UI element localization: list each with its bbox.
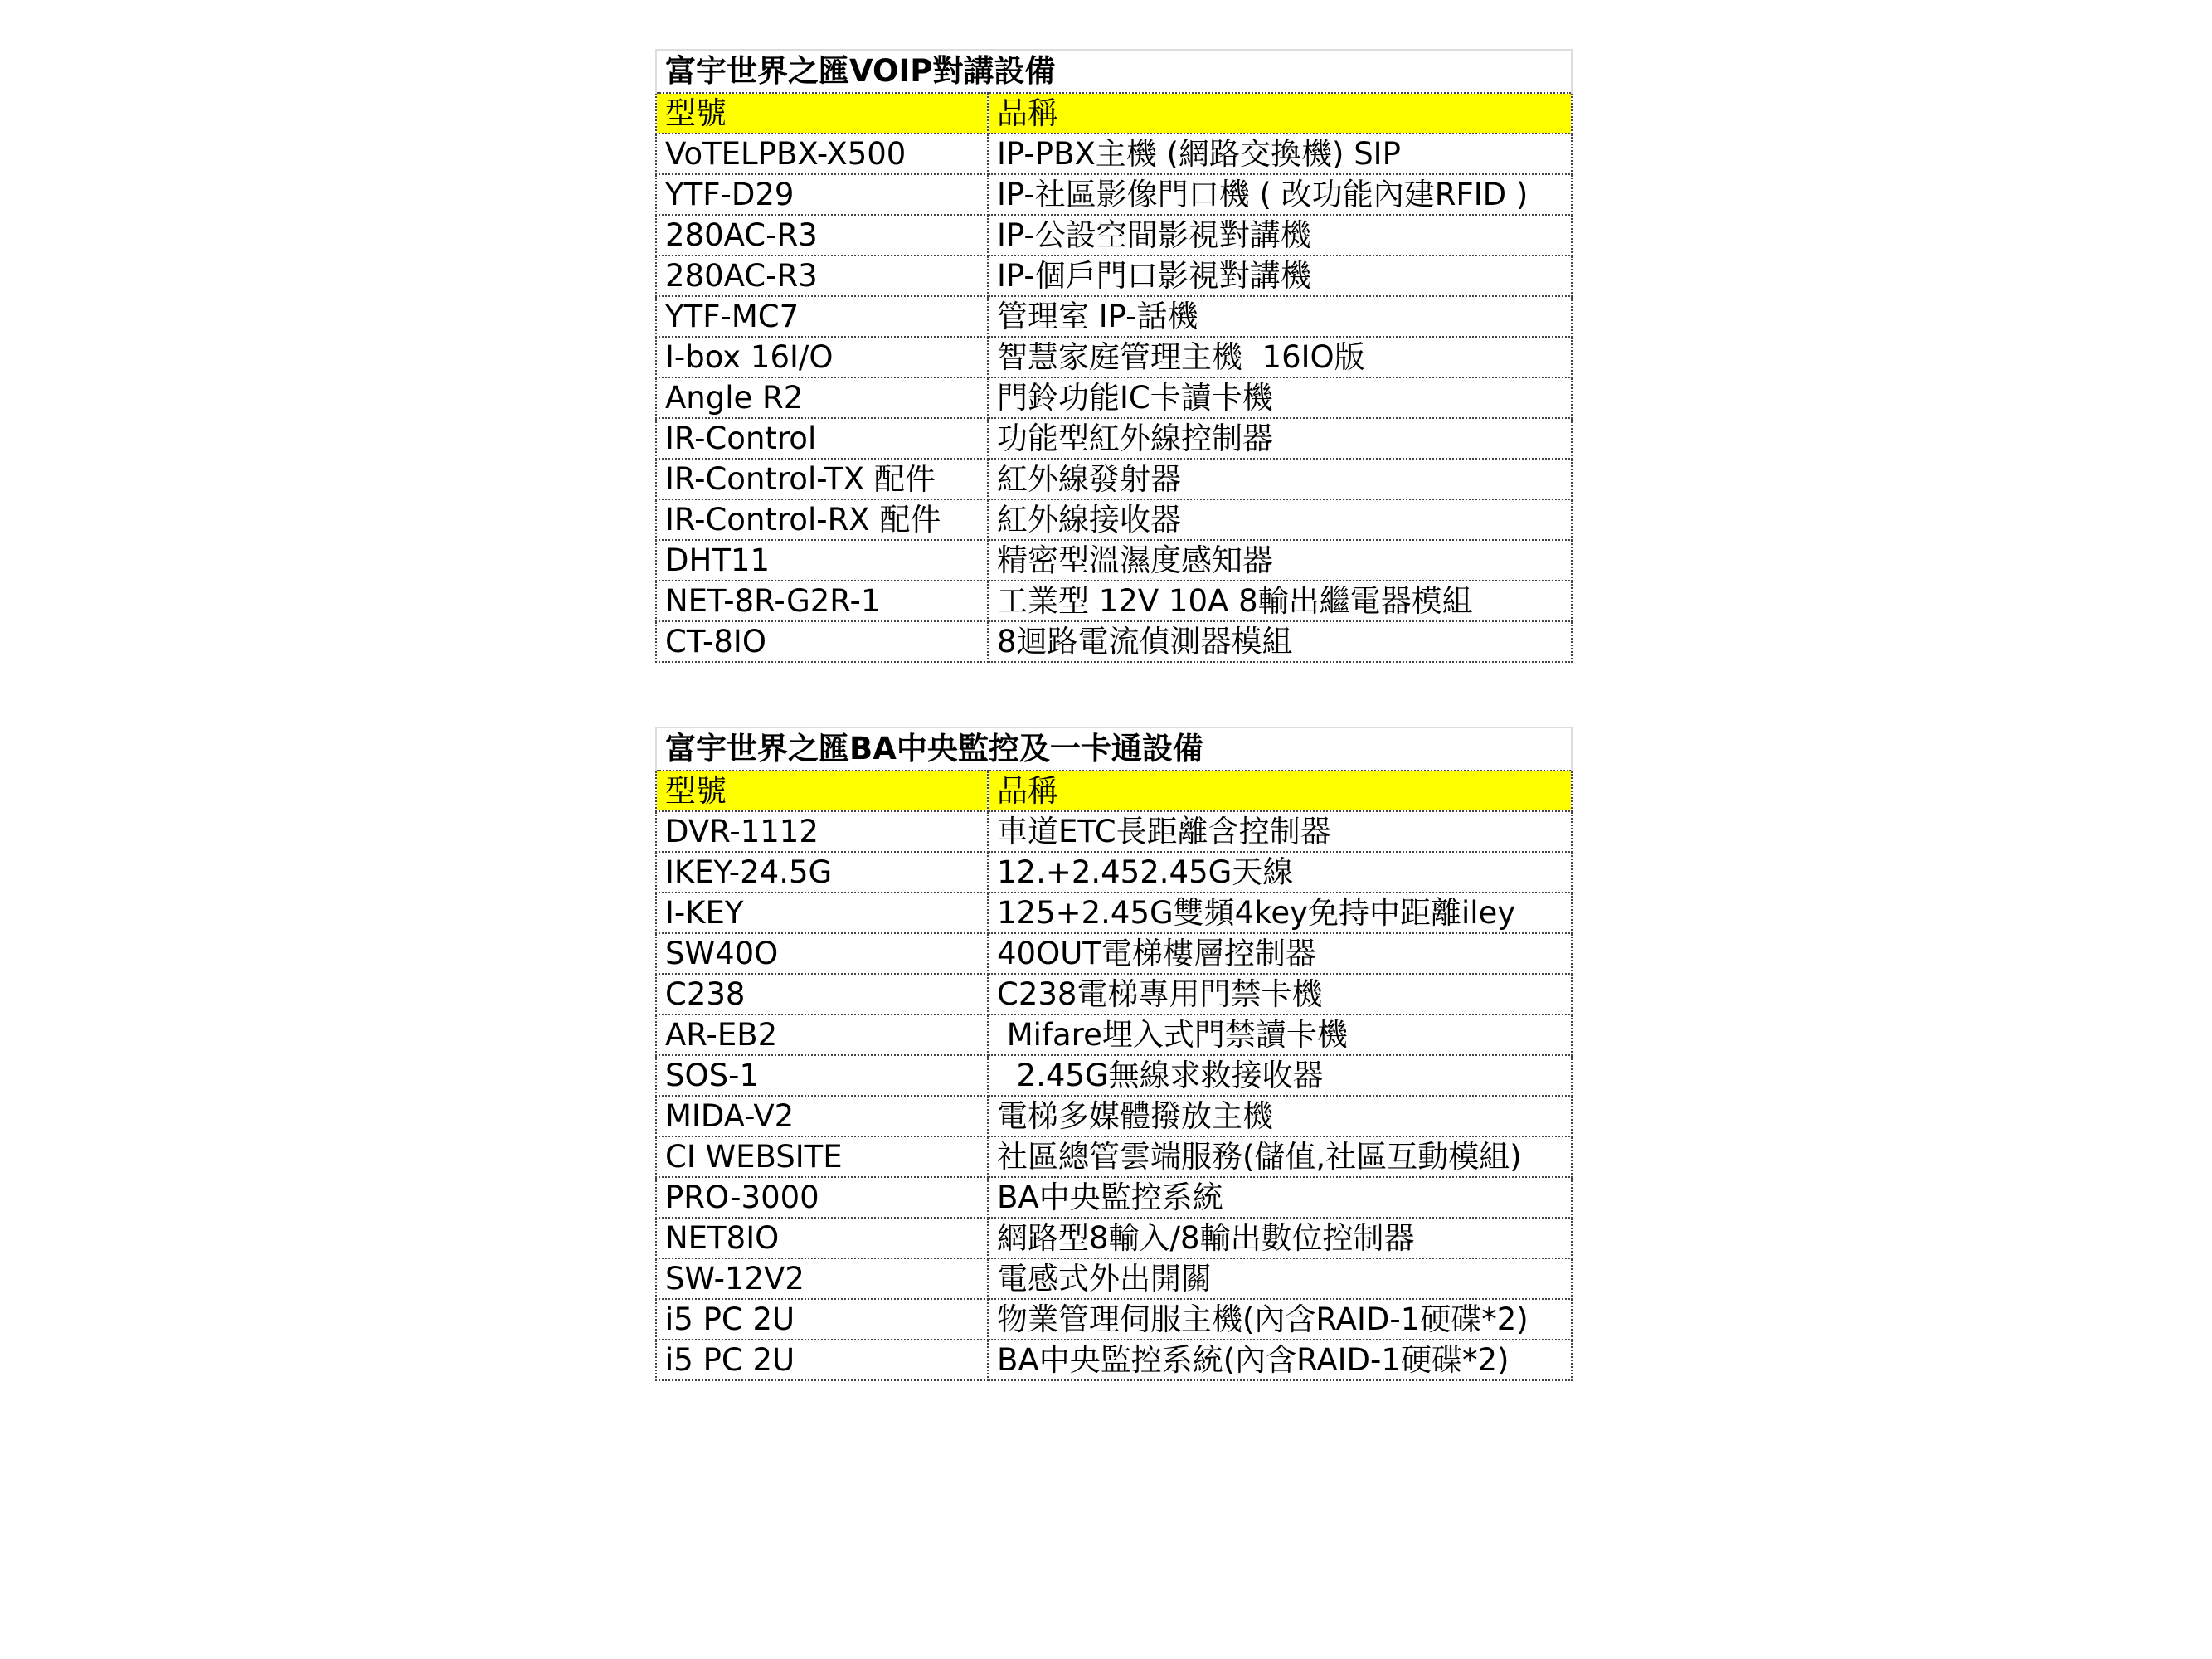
cell-name: 智慧家庭管理主機 16IO版 [988, 337, 1572, 377]
cell-model: SW-12V2 [656, 1258, 988, 1299]
cell-name: 紅外線接收器 [988, 499, 1572, 540]
voip-equipment-table [655, 49, 1573, 663]
cell-name: 電感式外出開關 [988, 1258, 1572, 1299]
cell-model: CI WEBSITE [656, 1136, 988, 1177]
cell-model: YTF-MC7 [656, 296, 988, 337]
cell-model: IKEY-24.5G [656, 852, 988, 893]
cell-name: 社區總管雲端服務(儲值,社區互動模組) [988, 1136, 1572, 1177]
cell-name: 2.45G無線求救接收器 [988, 1055, 1572, 1096]
cell-model: IR-Control [656, 418, 988, 459]
table-row [656, 418, 1572, 459]
cell-name: IP-社區影像門口機 ( 改功能內建RFID ) [988, 174, 1572, 215]
cell-model: PRO-3000 [656, 1177, 988, 1218]
table-row [656, 893, 1572, 933]
column-header-model: 型號 [656, 771, 988, 811]
cell-model: C238 [656, 974, 988, 1014]
cell-model: DHT11 [656, 540, 988, 581]
column-header-name: 品稱 [988, 771, 1572, 811]
cell-model: CT-8IO [656, 621, 988, 662]
table-row [656, 1258, 1572, 1299]
cell-model: AR-EB2 [656, 1014, 988, 1055]
table-row [656, 499, 1572, 540]
cell-name: 網路型8輸入/8輸出數位控制器 [988, 1218, 1572, 1258]
cell-model: Angle R2 [656, 377, 988, 418]
table-row [656, 1055, 1572, 1096]
cell-name: 電梯多媒體撥放主機 [988, 1096, 1572, 1136]
cell-name: 125+2.45G雙頻4key免持中距離iley [988, 893, 1572, 933]
cell-model: NET-8R-G2R-1 [656, 581, 988, 621]
cell-name: Mifare埋入式門禁讀卡機 [988, 1014, 1572, 1055]
cell-name: BA中央監控系統 [988, 1177, 1572, 1218]
table-row [656, 174, 1572, 215]
cell-model: IR-Control-RX 配件 [656, 499, 988, 540]
table-row [656, 581, 1572, 621]
cell-model: i5 PC 2U [656, 1340, 988, 1380]
column-header-model: 型號 [656, 93, 988, 134]
cell-name: 管理室 IP-話機 [988, 296, 1572, 337]
cell-model: MIDA-V2 [656, 1096, 988, 1136]
cell-model: I-KEY [656, 893, 988, 933]
column-header-name: 品稱 [988, 93, 1572, 134]
cell-model: DVR-1112 [656, 811, 988, 852]
table-row [656, 811, 1572, 852]
table-row [656, 337, 1572, 377]
table-row [656, 621, 1572, 662]
table-row [656, 255, 1572, 296]
table-row [656, 1340, 1572, 1380]
table-header-row [656, 771, 1572, 811]
cell-name: 工業型 12V 10A 8輸出繼電器模組 [988, 581, 1572, 621]
table-title-row [656, 727, 1572, 771]
cell-name: IP-個戶門口影視對講機 [988, 255, 1572, 296]
cell-name: 紅外線發射器 [988, 459, 1572, 499]
cell-name: 8迴路電流偵測器模組 [988, 621, 1572, 662]
table-row [656, 459, 1572, 499]
ba-monitoring-table [655, 727, 1573, 1381]
table-row [656, 933, 1572, 974]
table-row [656, 377, 1572, 418]
table-row [656, 296, 1572, 337]
cell-name: IP-公設空間影視對講機 [988, 215, 1572, 255]
table-title: 富宇世界之匯BA中央監控及一卡通設備 [656, 727, 1572, 771]
cell-model: 280AC-R3 [656, 255, 988, 296]
table-title: 富宇世界之匯VOIP對講設備 [656, 50, 1572, 93]
cell-name: 門鈴功能IC卡讀卡機 [988, 377, 1572, 418]
cell-model: NET8IO [656, 1218, 988, 1258]
cell-model: i5 PC 2U [656, 1299, 988, 1340]
cell-name: BA中央監控系統(內含RAID-1硬碟*2) [988, 1340, 1572, 1380]
cell-model: 280AC-R3 [656, 215, 988, 255]
table-row [656, 1096, 1572, 1136]
table-row [656, 1299, 1572, 1340]
table-row [656, 852, 1572, 893]
cell-model: I-box 16I/O [656, 337, 988, 377]
cell-model: SW40O [656, 933, 988, 974]
table-row [656, 215, 1572, 255]
table-row [656, 1177, 1572, 1218]
cell-name: C238電梯專用門禁卡機 [988, 974, 1572, 1014]
cell-model: VoTELPBX-X500 [656, 134, 988, 174]
cell-name: IP-PBX主機 (網路交換機) SIP [988, 134, 1572, 174]
cell-name: 物業管理伺服主機(內含RAID-1硬碟*2) [988, 1299, 1572, 1340]
table-row [656, 1136, 1572, 1177]
table-row [656, 1218, 1572, 1258]
cell-name: 40OUT電梯樓層控制器 [988, 933, 1572, 974]
table-header-row [656, 93, 1572, 134]
cell-model: IR-Control-TX 配件 [656, 459, 988, 499]
cell-model: YTF-D29 [656, 174, 988, 215]
cell-model: SOS-1 [656, 1055, 988, 1096]
cell-name: 精密型溫濕度感知器 [988, 540, 1572, 581]
table-row [656, 1014, 1572, 1055]
table-row [656, 134, 1572, 174]
cell-name: 12.+2.452.45G天線 [988, 852, 1572, 893]
cell-name: 功能型紅外線控制器 [988, 418, 1572, 459]
table-row [656, 974, 1572, 1014]
table-title-row [656, 50, 1572, 93]
cell-name: 車道ETC長距離含控制器 [988, 811, 1572, 852]
table-row [656, 540, 1572, 581]
